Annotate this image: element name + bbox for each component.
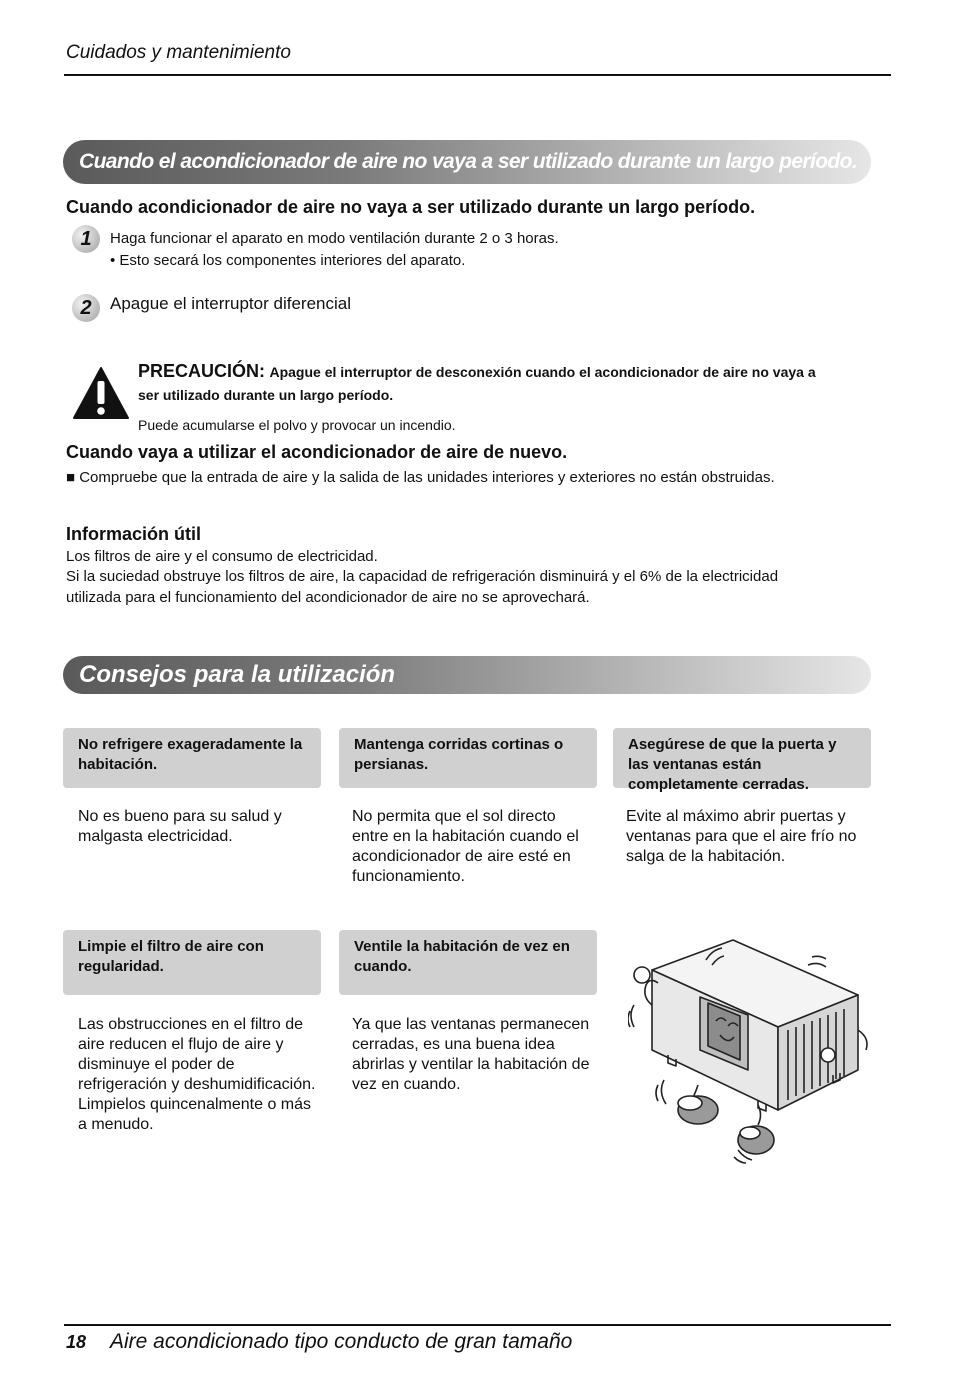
tip-3-body: Evite al máximo abrir puertas y ventanas para que el aire frío no salga de la habitación. — [626, 808, 857, 865]
tip-2-heading: Mantenga corridas cortinas o persianas. — [339, 728, 597, 788]
info-heading: Información útil — [66, 524, 201, 544]
reuse-bullet: ■ Compruebe que la entrada de aire y la salida de las unidades interiores y exteriores no están obstruidas. — [66, 469, 775, 486]
info-line1: Los filtros de aire y el consumo de electricidad. — [66, 548, 378, 565]
tip-3-heading: Asegúrese de que la puerta y las ventanas están completamente cerradas. — [613, 728, 871, 788]
cartoon-air-conditioner-illustration — [628, 935, 868, 1170]
tip-5-heading: Ventile la habitación de vez en cuando. — [339, 930, 597, 995]
document-title: Aire acondicionado tipo conducto de gran tamaño — [110, 1330, 573, 1353]
section-header: Cuidados y mantenimiento — [66, 42, 291, 63]
tip-4-heading: Limpie el filtro de aire con regularidad. — [63, 930, 321, 995]
tip-4-body: Las obstrucciones en el filtro de aire reducen el flujo de aire y disminuye el poder de refrigeración y deshumidificación. Limpielos quincenalmente o más a menudo. — [78, 1016, 316, 1133]
step-1-note: • Esto secará los componentes interiores del aparato. — [110, 252, 466, 269]
step-1-text: Haga funcionar el aparato en modo ventilación durante 2 o 3 horas. — [110, 230, 559, 247]
reuse-heading: Cuando vaya a utilizar el acondicionador de aire de nuevo. — [66, 442, 568, 462]
section-banner-long-period: Cuando el acondicionador de aire no vaya a ser utilizado durante un largo período. — [63, 140, 871, 184]
tip-5-body: Ya que las ventanas permanecen cerradas, es una buena idea abrirlas y ventilar la habitación de vez en cuando. — [352, 1016, 590, 1093]
step-2-text: Apague el interruptor diferencial — [110, 294, 351, 313]
info-line3: utilizada para el funcionamiento del acondicionador de aire no se aprovechará. — [66, 589, 590, 606]
footer-rule — [64, 1324, 891, 1326]
tip-1-heading: No refrigere exageradamente la habitación. — [63, 728, 321, 788]
warning-icon — [72, 366, 130, 420]
info-line2: Si la suciedad obstruye los filtros de aire, la capacidad de refrigeración disminuirá y el 6% de la electricidad — [66, 568, 779, 585]
tip-1-body: No es bueno para su salud y malgasta electricidad. — [78, 808, 282, 845]
caution-text-line1: Apague el interruptor de desconexión cuando el acondicionador de aire no vaya a — [269, 364, 816, 380]
caution-text-line2: ser utilizado durante un largo período. — [138, 387, 394, 403]
caution-block — [138, 361, 816, 382]
caution-label: PRECAUCIÓN: — [138, 361, 266, 381]
tip-2-body: No permita que el sol directo entre en la habitación cuando el acondicionador de aire esté en funcionamiento. — [352, 808, 579, 885]
section-banner-tips: Consejos para la utilización — [63, 656, 871, 694]
header-rule — [64, 74, 891, 76]
caution-note: Puede acumularse el polvo y provocar un incendio. — [138, 417, 456, 433]
step-1-badge: 1 — [72, 225, 100, 253]
page-number: 18 — [66, 1332, 87, 1352]
long-period-heading: Cuando acondicionador de aire no vaya a ser utilizado durante un largo período. — [66, 197, 756, 217]
step-2-badge: 2 — [72, 294, 100, 322]
